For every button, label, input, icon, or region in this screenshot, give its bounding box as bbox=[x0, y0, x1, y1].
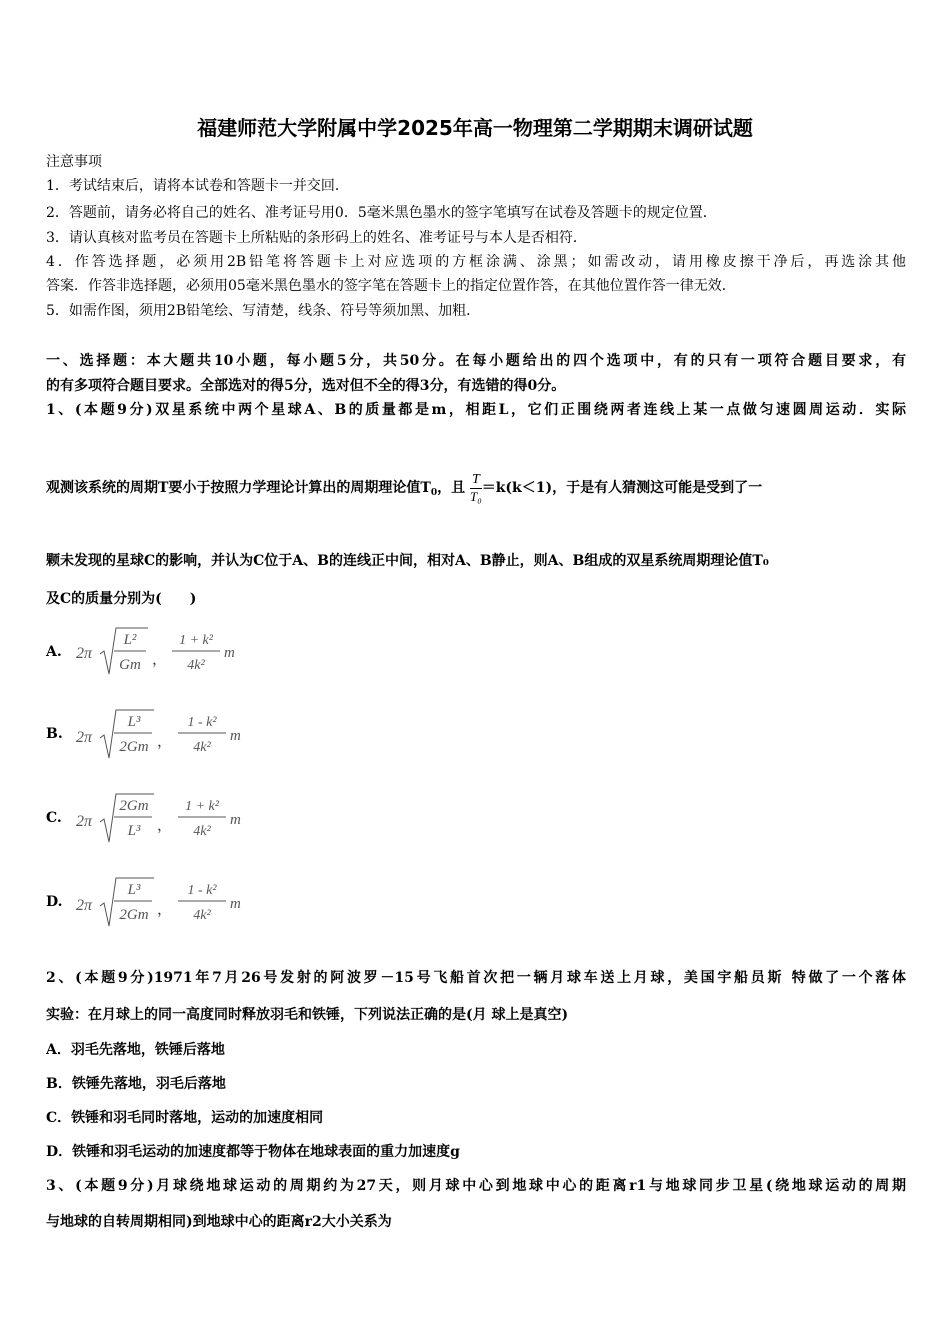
mass-symbol: m bbox=[230, 812, 241, 828]
q1-stem-line4: 及C的质量分别为( ) bbox=[46, 591, 197, 607]
separator: ， bbox=[157, 900, 173, 918]
mass-symbol: m bbox=[224, 645, 235, 661]
frac-denominator: 4k² bbox=[193, 824, 211, 839]
q2-stem-line2: 实验：在月球上的同一高度同时释放羽毛和铁锤，下列说法正确的是(月 球上是真空) bbox=[46, 1007, 569, 1023]
q2-stem-line1: 2、(本题9分)1971年7月26号发射的阿波罗－15号飞船首次把一辆月球车送上月球，美国宇船员斯 特做了一个落体 bbox=[46, 970, 906, 986]
fraction-denominator: T₀ bbox=[469, 488, 482, 504]
q2-option-c[interactable]: C．铁锤和羽毛同时落地，运动的加速度相同 bbox=[46, 1110, 324, 1126]
q2-option-b[interactable]: B．铁锤先落地，羽毛后落地 bbox=[46, 1076, 226, 1092]
frac-numerator: 1 + k² bbox=[179, 633, 213, 648]
q1-line2-post: ＝k(k＜1)，于是有人猜测这可能是受到了一 bbox=[481, 480, 763, 496]
frac-denominator: 4k² bbox=[187, 658, 205, 673]
mass-symbol: m bbox=[230, 896, 241, 912]
notice-item: 1．考试结束后，请将本试卷和答题卡一并交回． bbox=[46, 178, 349, 194]
mass-symbol: m bbox=[230, 728, 241, 744]
root-numerator: 2Gm bbox=[119, 798, 149, 814]
root-denominator: 2Gm bbox=[119, 907, 149, 923]
root-denominator: Gm bbox=[119, 657, 141, 673]
frac-numerator: 1 + k² bbox=[185, 799, 219, 814]
frac-numerator: 1 - k² bbox=[187, 883, 217, 898]
option-label: A. bbox=[46, 644, 62, 660]
q1-stem-line2 bbox=[46, 466, 906, 510]
option-label: B. bbox=[46, 726, 63, 742]
notice-item: 5．如需作图，须用2B铅笔绘、写清楚，线条、符号等须加黑、加粗． bbox=[46, 303, 481, 319]
q2-option-d[interactable]: D．铁锤和羽毛运动的加速度都等于物体在地球表面的重力加速度g bbox=[46, 1144, 460, 1160]
frac-denominator: 4k² bbox=[193, 908, 211, 923]
option-label: D. bbox=[46, 894, 63, 910]
root-numerator: L³ bbox=[127, 882, 141, 898]
notice-item: 3．请认真核对监考员在答题卡上所粘贴的条形码上的姓名、准考证号与本人是否相符． bbox=[46, 230, 587, 246]
formula-svg bbox=[74, 624, 294, 684]
q3-stem-line2: 与地球的自转周期相同)到地球中心的距离r2大小关系为 bbox=[46, 1214, 392, 1230]
fraction-numerator: T bbox=[471, 471, 480, 487]
root-numerator: L² bbox=[123, 632, 137, 648]
formula-svg bbox=[74, 790, 294, 850]
section-instructions-line2: 的有多项符合题目要求。全部选对的得5分，选对但不全的得3分，有选错的得0分。 bbox=[46, 378, 566, 394]
notice-item: 4．作答选择题，必须用2B铅笔将答题卡上对应选项的方框涂满、涂黑；如需改动，请用橡皮擦干净后，再选涂其他 bbox=[46, 254, 906, 270]
q2-option-a[interactable]: A．羽毛先落地，铁锤后落地 bbox=[46, 1042, 225, 1058]
formula-svg bbox=[74, 706, 294, 766]
q1-stem-line1: 1、(本题9分)双星系统中两个星球A、B的质量都是m，相距L，它们正围绕两者连线上某一点做匀速圆周运动．实际 bbox=[46, 402, 906, 418]
q1-stem-line3: 颗未发现的星球C的影响，并认为C位于A、B的连线正中间，相对A、B静止，则A、B组成的双星系统周期理论值T₀ bbox=[46, 553, 769, 569]
separator: ， bbox=[157, 732, 173, 750]
frac-numerator: 1 - k² bbox=[187, 715, 217, 730]
section-instructions-line1: 一、选择题：本大题共10小题，每小题5分，共50分。在每小题给出的四个选项中，有的只有一项符合题目要求，有 bbox=[46, 353, 906, 369]
separator: ， bbox=[157, 816, 173, 834]
q3-stem-line1: 3、(本题9分)月球绕地球运动的周期约为27天，则月球中心到地球中心的距离r1与地球同步卫星(绕地球运动的周期 bbox=[46, 1178, 906, 1194]
coef-2pi: 2π bbox=[76, 813, 93, 830]
q1-ratio-fraction bbox=[470, 472, 482, 505]
root-denominator: L³ bbox=[127, 823, 141, 839]
page-title: 福建师范大学附属中学2025年高一物理第二学期期末调研试题 bbox=[197, 116, 753, 140]
q1-line2-sub: 0 bbox=[430, 488, 438, 498]
formula-svg bbox=[74, 874, 294, 934]
notice-item: 答案．作答非选择题，必须用05毫米黑色墨水的签字笔在答题卡上的指定位置作答，在其他位置作答一律无效． bbox=[46, 278, 736, 294]
separator: ， bbox=[152, 650, 168, 668]
q1-line2-mid: ，且 bbox=[437, 480, 466, 496]
coef-2pi: 2π bbox=[76, 897, 93, 914]
frac-denominator: 4k² bbox=[193, 740, 211, 755]
option-label: C. bbox=[46, 810, 62, 826]
q1-line2-pre: 观测该系统的周期T要小于按照力学理论计算出的周期理论值T bbox=[46, 480, 431, 496]
root-denominator: 2Gm bbox=[119, 739, 149, 755]
notice-item: 2．答题前，请务必将自己的姓名、准考证号用0．5毫米黑色墨水的签字笔填写在试卷及答题卡的规定位置． bbox=[46, 205, 717, 221]
coef-2pi: 2π bbox=[76, 645, 93, 662]
notice-heading: 注意事项 bbox=[46, 154, 102, 170]
root-numerator: L³ bbox=[127, 714, 141, 730]
coef-2pi: 2π bbox=[76, 729, 93, 746]
